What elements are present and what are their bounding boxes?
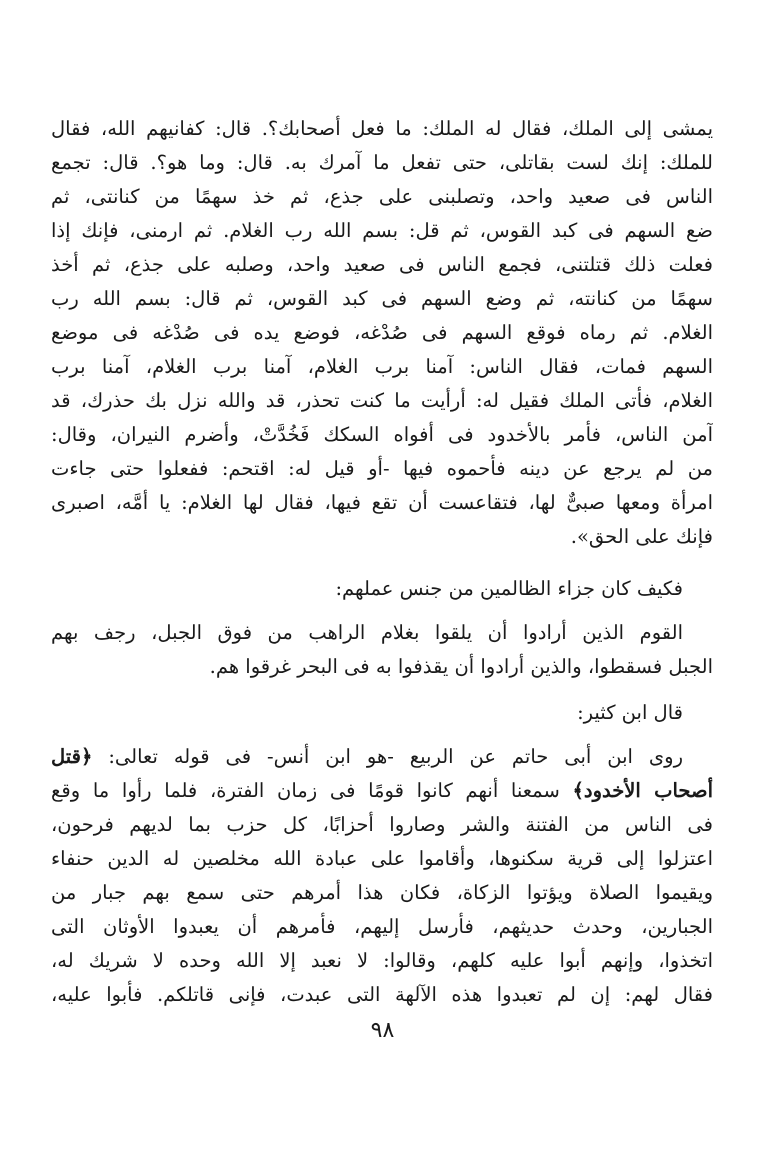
text-line: اتخذوا، وإنهم أبوا عليه كلهم، وقالوا: لا نعبد إلا الله وحده لا شريك له، bbox=[51, 949, 713, 972]
text-line: امرأة ومعها صبىٌّ لها، فتقاعست أن تقع فيها، فقال لها الغلام: يا أمَّه، اصبرى bbox=[51, 491, 713, 514]
text-line: فى الناس من الفتنة والشر وصاروا أحزابًا، كل حزب بما لديهم فرحون، bbox=[51, 813, 713, 836]
text-line: آمن الناس، فأمر بالأخدود فى أفواه السكك فَخُدَّتْ، وأضرم النيران، وقال: bbox=[51, 423, 713, 446]
text-line: القوم الذين أرادوا أن يلقوا بغلام الراهب من فوق الجبل، رجف بهم bbox=[51, 621, 683, 644]
text-line: الغلام، فأتى الملك فقيل له: أرأيت ما كنت تحذر، قد والله نزل بك حذرك، قد bbox=[51, 389, 713, 412]
quran-quote-start: ﴿قتل bbox=[51, 745, 93, 768]
text-line: فإنك على الحق». bbox=[570, 525, 713, 548]
section-heading: قال ابن كثير: bbox=[577, 701, 683, 724]
quote-intro-text: روى ابن أبى حاتم عن الربيع -هو ابن أنس- فى قوله تعالى: bbox=[108, 745, 683, 768]
text-line: السهم فمات، فقال الناس: آمنا برب الغلام، آمنا برب الغلام، آمنا برب bbox=[51, 355, 713, 378]
text-line: الناس فى صعيد واحد، وتصلبنى على جذع، ثم خذ سهمًا من كنانتى، ثم bbox=[51, 185, 713, 208]
text-line: من لم يرجع عن دينه فأحموه فيها -أو قيل له: اقتحم: ففعلوا حتى جاءت bbox=[51, 457, 713, 480]
text-line: للملك: إنك لست بقاتلى، حتى تفعل ما آمرك به. قال: وما هو؟. قال: تجمع bbox=[51, 151, 713, 174]
quote-continuation-text: سمعنا أنهم كانوا قومًا فى زمان الفترة، فلما رأوا ما وقع bbox=[51, 779, 560, 802]
text-line: ويقيموا الصلاة ويؤتوا الزكاة، فكان هذا أمرهم حتى سمع بهم جبار من bbox=[51, 881, 713, 904]
text-line-quote-end bbox=[51, 774, 713, 808]
text-line: فعلت ذلك قتلتنى، فجمع الناس فى صعيد واحد، وصلبه على جذع، ثم أخذ bbox=[51, 253, 713, 276]
text-line: يمشى إلى الملك، فقال له الملك: ما فعل أصحابك؟. قال: كفانيهم الله، فقال bbox=[51, 117, 713, 140]
text-line: فقال لهم: إن لم تعبدوا هذه الآلهة التى عبدت، فإنى قاتلكم. فأبوا عليه، bbox=[51, 983, 713, 1006]
text-line: الجبارين، وحدث حديثهم، فأرسل إليهم، فأمرهم أن يعبدوا الأوثان التى bbox=[51, 915, 713, 938]
text-line: الجبل فسقطوا، والذين أرادوا أن يقذفوا به فى البحر غرقوا هم. bbox=[209, 655, 713, 678]
text-line: ضع السهم فى كبد القوس، ثم قل: بسم الله رب الغلام. ثم ارمنى، فإنك إذا bbox=[51, 219, 713, 242]
quran-quote-end: أصحاب الأخدود﴾ bbox=[572, 779, 713, 802]
text-line-quote-start bbox=[51, 740, 683, 774]
text-line: سهمًا من كنانته، ثم وضع السهم فى كبد القوس، ثم قال: بسم الله رب bbox=[51, 287, 713, 310]
text-line: اعتزلوا إلى قرية سكنوها، وأقاموا على عبادة الله مخلصين له الدين حنفاء bbox=[51, 847, 713, 870]
text-line: الغلام. ثم رماه فوقع السهم فى صُدْغه، فوضع يده فى صُدْغه فى موضع bbox=[51, 321, 713, 344]
page-number: ٩٨ bbox=[370, 1018, 395, 1043]
section-heading: فكيف كان جزاء الظالمين من جنس عملهم: bbox=[335, 577, 683, 600]
